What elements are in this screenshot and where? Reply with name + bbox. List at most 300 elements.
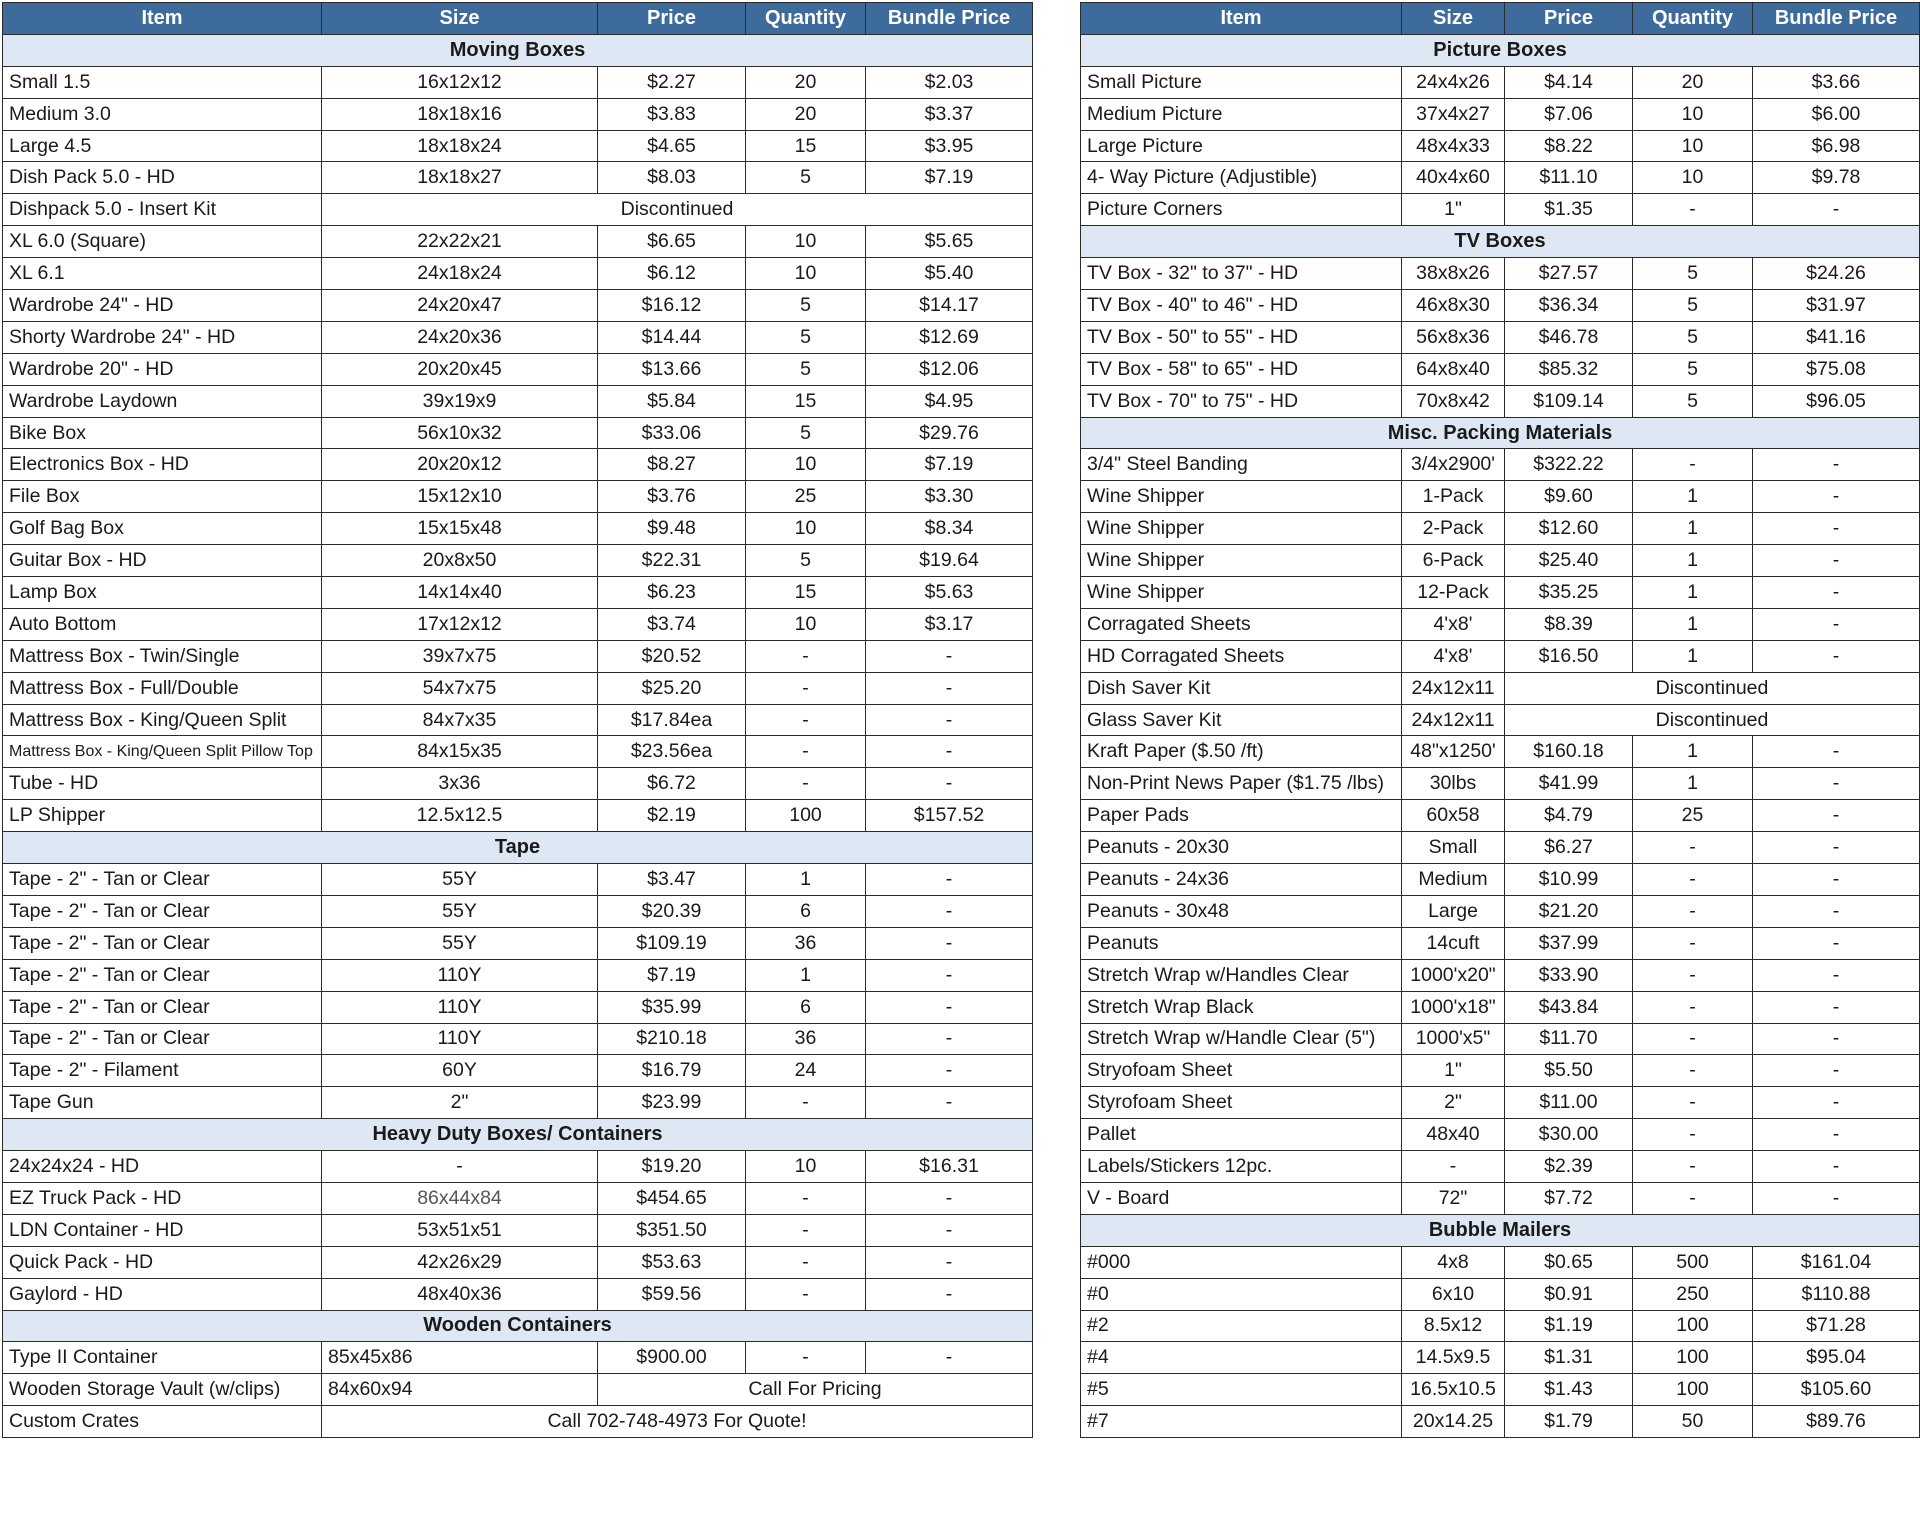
item-cell: Small Picture: [1081, 66, 1402, 98]
header-bundle-price: Bundle Price: [866, 3, 1033, 35]
quantity-cell: 250: [1633, 1278, 1753, 1310]
price-cell: $16.12: [598, 290, 746, 322]
size-cell: 12.5x12.5: [322, 800, 598, 832]
size-cell: 4x8: [1402, 1246, 1505, 1278]
price-cell: $9.48: [598, 513, 746, 545]
bundle-price-cell: -: [866, 1087, 1033, 1119]
table-row: [3, 991, 1033, 1023]
quantity-cell: -: [1633, 1119, 1753, 1151]
item-cell: #5: [1081, 1374, 1402, 1406]
table-row: [3, 864, 1033, 896]
bundle-price-cell: -: [866, 1342, 1033, 1374]
table-row: [3, 321, 1033, 353]
price-cell: $2.27: [598, 66, 746, 98]
size-cell: 24x18x24: [322, 258, 598, 290]
size-cell: 1": [1402, 1055, 1505, 1087]
size-cell: Medium: [1402, 864, 1505, 896]
table-body: [1081, 34, 1920, 1437]
bundle-price-cell: $3.30: [866, 481, 1033, 513]
item-cell: Medium 3.0: [3, 98, 322, 130]
table-row: [3, 736, 1033, 768]
item-cell: Wardrobe Laydown: [3, 385, 322, 417]
table-row: [3, 290, 1033, 322]
table-row: [3, 130, 1033, 162]
table-row: [1081, 66, 1920, 98]
quantity-cell: -: [1633, 927, 1753, 959]
table-row: [1081, 258, 1920, 290]
item-cell: Wardrobe 20" - HD: [3, 353, 322, 385]
quantity-cell: -: [1633, 1182, 1753, 1214]
merged-note-cell: Discontinued: [1505, 672, 1920, 704]
quantity-cell: 1: [1633, 608, 1753, 640]
bundle-price-cell: $7.19: [866, 162, 1033, 194]
size-cell: 2": [322, 1087, 598, 1119]
table-body: [3, 34, 1033, 1437]
price-cell: $22.31: [598, 545, 746, 577]
section-header-row: [1081, 226, 1920, 258]
item-cell: LDN Container - HD: [3, 1214, 322, 1246]
size-cell: 1000'x18": [1402, 991, 1505, 1023]
size-cell: 4'x8': [1402, 608, 1505, 640]
section-header-row: [3, 1310, 1033, 1342]
bundle-price-cell: -: [1753, 577, 1920, 609]
table-row: [1081, 1374, 1920, 1406]
table-row: [3, 545, 1033, 577]
size-cell: 16.5x10.5: [1402, 1374, 1505, 1406]
price-cell: $8.27: [598, 449, 746, 481]
bundle-price-cell: -: [1753, 481, 1920, 513]
bundle-price-cell: $8.34: [866, 513, 1033, 545]
table-row: [3, 449, 1033, 481]
price-cell: $160.18: [1505, 736, 1633, 768]
price-cell: $3.76: [598, 481, 746, 513]
quantity-cell: 15: [746, 385, 866, 417]
size-cell: 22x22x21: [322, 226, 598, 258]
table-row: [1081, 736, 1920, 768]
table-header-row: [1081, 3, 1920, 35]
table-row: [1081, 1278, 1920, 1310]
bundle-price-cell: $2.03: [866, 66, 1033, 98]
item-cell: TV Box - 40" to 46" - HD: [1081, 290, 1402, 322]
size-cell: 14cuft: [1402, 927, 1505, 959]
price-cell: $36.34: [1505, 290, 1633, 322]
item-cell: #0: [1081, 1278, 1402, 1310]
price-cell: $6.72: [598, 768, 746, 800]
quantity-cell: 10: [746, 608, 866, 640]
bundle-price-cell: $161.04: [1753, 1246, 1920, 1278]
price-cell: $900.00: [598, 1342, 746, 1374]
merged-note-cell: Discontinued: [322, 194, 1033, 226]
item-cell: Mattress Box - King/Queen Split Pillow Top: [3, 736, 322, 768]
quantity-cell: 1: [1633, 513, 1753, 545]
bundle-price-cell: -: [1753, 513, 1920, 545]
table-row: [1081, 1406, 1920, 1438]
section-title: TV Boxes: [1081, 226, 1920, 258]
bundle-price-cell: -: [1753, 640, 1920, 672]
size-cell: 39x19x9: [322, 385, 598, 417]
table-row: [3, 608, 1033, 640]
size-cell: 37x4x27: [1402, 98, 1505, 130]
item-cell: Peanuts: [1081, 927, 1402, 959]
item-cell: Wine Shipper: [1081, 577, 1402, 609]
bundle-price-cell: $16.31: [866, 1151, 1033, 1183]
quantity-cell: 15: [746, 130, 866, 162]
bundle-price-cell: -: [866, 704, 1033, 736]
size-cell: 55Y: [322, 927, 598, 959]
quantity-cell: 36: [746, 927, 866, 959]
size-cell: 39x7x75: [322, 640, 598, 672]
bundle-price-cell: $3.95: [866, 130, 1033, 162]
bundle-price-cell: -: [1753, 1182, 1920, 1214]
bundle-price-cell: $89.76: [1753, 1406, 1920, 1438]
bundle-price-cell: -: [1753, 927, 1920, 959]
price-cell: $4.14: [1505, 66, 1633, 98]
price-cell: $2.19: [598, 800, 746, 832]
item-cell: XL 6.0 (Square): [3, 226, 322, 258]
bundle-price-cell: -: [1753, 449, 1920, 481]
size-cell: 15x15x48: [322, 513, 598, 545]
table-row: [3, 959, 1033, 991]
quantity-cell: 1: [1633, 640, 1753, 672]
bundle-price-cell: -: [1753, 1119, 1920, 1151]
bundle-price-cell: $14.17: [866, 290, 1033, 322]
price-cell: $41.99: [1505, 768, 1633, 800]
price-cell: $85.32: [1505, 353, 1633, 385]
item-cell: Wine Shipper: [1081, 481, 1402, 513]
section-title: Heavy Duty Boxes/ Containers: [3, 1119, 1033, 1151]
bundle-price-cell: -: [866, 991, 1033, 1023]
price-cell: $454.65: [598, 1182, 746, 1214]
size-cell: 4'x8': [1402, 640, 1505, 672]
size-cell: Small: [1402, 832, 1505, 864]
item-cell: Pallet: [1081, 1119, 1402, 1151]
table-row: [1081, 290, 1920, 322]
bundle-price-cell: -: [1753, 194, 1920, 226]
table-row: [1081, 1055, 1920, 1087]
table-row: [1081, 1342, 1920, 1374]
bundle-price-cell: -: [866, 1214, 1033, 1246]
price-cell: $1.35: [1505, 194, 1633, 226]
quantity-cell: 100: [746, 800, 866, 832]
item-cell: Large 4.5: [3, 130, 322, 162]
item-cell: Tape - 2" - Tan or Clear: [3, 959, 322, 991]
price-cell: $6.23: [598, 577, 746, 609]
header-quantity: Quantity: [1633, 3, 1753, 35]
table-header-row: [3, 3, 1033, 35]
bundle-price-cell: -: [1753, 768, 1920, 800]
price-cell: $2.39: [1505, 1151, 1633, 1183]
size-cell: 1": [1402, 194, 1505, 226]
size-cell: 48x40x36: [322, 1278, 598, 1310]
item-cell: Mattress Box - Full/Double: [3, 672, 322, 704]
price-cell: $20.52: [598, 640, 746, 672]
item-cell: Peanuts - 30x48: [1081, 895, 1402, 927]
bundle-price-cell: $71.28: [1753, 1310, 1920, 1342]
item-cell: 24x24x24 - HD: [3, 1151, 322, 1183]
item-cell: #4: [1081, 1342, 1402, 1374]
size-cell: -: [1402, 1151, 1505, 1183]
price-cell: $7.06: [1505, 98, 1633, 130]
bundle-price-cell: $5.65: [866, 226, 1033, 258]
price-cell: $3.83: [598, 98, 746, 130]
size-cell: 18x18x16: [322, 98, 598, 130]
size-cell: 55Y: [322, 864, 598, 896]
quantity-cell: -: [1633, 1055, 1753, 1087]
bundle-price-cell: $12.69: [866, 321, 1033, 353]
table-row: [1081, 1151, 1920, 1183]
bundle-price-cell: -: [866, 1055, 1033, 1087]
size-cell: 85x45x86: [322, 1342, 598, 1374]
item-cell: EZ Truck Pack - HD: [3, 1182, 322, 1214]
size-cell: 48"x1250': [1402, 736, 1505, 768]
size-cell: 8.5x12: [1402, 1310, 1505, 1342]
table-row: [3, 226, 1033, 258]
bundle-price-cell: -: [866, 640, 1033, 672]
item-cell: Peanuts - 24x36: [1081, 864, 1402, 896]
bundle-price-cell: $157.52: [866, 800, 1033, 832]
size-cell: 1000'x20": [1402, 959, 1505, 991]
quantity-cell: 1: [1633, 545, 1753, 577]
quantity-cell: 100: [1633, 1310, 1753, 1342]
item-cell: Wooden Storage Vault (w/clips): [3, 1374, 322, 1406]
item-cell: #7: [1081, 1406, 1402, 1438]
price-cell: $5.84: [598, 385, 746, 417]
size-cell: 17x12x12: [322, 608, 598, 640]
quantity-cell: -: [1633, 1087, 1753, 1119]
size-cell: 24x12x11: [1402, 704, 1505, 736]
packing-supplies-price-table: [1080, 2, 1920, 1438]
price-cell: $7.72: [1505, 1182, 1633, 1214]
bundle-price-cell: $5.40: [866, 258, 1033, 290]
price-cell: $6.27: [1505, 832, 1633, 864]
header-quantity: Quantity: [746, 3, 866, 35]
size-cell: 1-Pack: [1402, 481, 1505, 513]
quantity-cell: 5: [746, 290, 866, 322]
quantity-cell: 1: [1633, 481, 1753, 513]
table-row: [1081, 864, 1920, 896]
size-cell: 53x51x51: [322, 1214, 598, 1246]
price-cell: $11.10: [1505, 162, 1633, 194]
item-cell: Custom Crates: [3, 1406, 322, 1438]
table-row: [1081, 545, 1920, 577]
price-cell: $20.39: [598, 895, 746, 927]
table-row: [1081, 800, 1920, 832]
table-row: [1081, 927, 1920, 959]
item-cell: TV Box - 58" to 65" - HD: [1081, 353, 1402, 385]
bundle-price-cell: $95.04: [1753, 1342, 1920, 1374]
bundle-price-cell: $6.98: [1753, 130, 1920, 162]
bundle-price-cell: -: [866, 1246, 1033, 1278]
quantity-cell: 10: [1633, 130, 1753, 162]
quantity-cell: -: [1633, 959, 1753, 991]
size-cell: 20x8x50: [322, 545, 598, 577]
bundle-price-cell: -: [1753, 736, 1920, 768]
table-row: [1081, 895, 1920, 927]
price-cell: $33.06: [598, 417, 746, 449]
size-cell: 84x60x94: [322, 1374, 598, 1406]
table-row: [1081, 481, 1920, 513]
section-header-row: [3, 1119, 1033, 1151]
size-cell: 18x18x24: [322, 130, 598, 162]
quantity-cell: -: [746, 1246, 866, 1278]
price-cell: $3.74: [598, 608, 746, 640]
table-row: [1081, 98, 1920, 130]
item-cell: Tape - 2" - Tan or Clear: [3, 895, 322, 927]
table-row: [3, 1055, 1033, 1087]
header-item: Item: [1081, 3, 1402, 35]
size-cell: 24x20x47: [322, 290, 598, 322]
bundle-price-cell: $110.88: [1753, 1278, 1920, 1310]
size-cell: 56x8x36: [1402, 321, 1505, 353]
price-cell: $14.44: [598, 321, 746, 353]
item-cell: Glass Saver Kit: [1081, 704, 1402, 736]
table-row: [3, 194, 1033, 226]
quantity-cell: 500: [1633, 1246, 1753, 1278]
bundle-price-cell: $5.63: [866, 577, 1033, 609]
price-cell: $37.99: [1505, 927, 1633, 959]
item-cell: Tape Gun: [3, 1087, 322, 1119]
bundle-price-cell: -: [866, 768, 1033, 800]
bundle-price-cell: -: [866, 736, 1033, 768]
header-item: Item: [3, 3, 322, 35]
quantity-cell: 10: [746, 449, 866, 481]
size-cell: 3x36: [322, 768, 598, 800]
bundle-price-cell: -: [1753, 991, 1920, 1023]
price-cell: $3.47: [598, 864, 746, 896]
size-cell: 30lbs: [1402, 768, 1505, 800]
price-cell: $8.03: [598, 162, 746, 194]
section-title: Tape: [3, 832, 1033, 864]
price-cell: $1.43: [1505, 1374, 1633, 1406]
item-cell: XL 6.1: [3, 258, 322, 290]
quantity-cell: 20: [1633, 66, 1753, 98]
table-row: [1081, 449, 1920, 481]
item-cell: #2: [1081, 1310, 1402, 1342]
table-row: [3, 768, 1033, 800]
item-cell: File Box: [3, 481, 322, 513]
quantity-cell: -: [746, 640, 866, 672]
item-cell: Styrofoam Sheet: [1081, 1087, 1402, 1119]
price-cell: $5.50: [1505, 1055, 1633, 1087]
price-cell: $23.56ea: [598, 736, 746, 768]
quantity-cell: -: [746, 1087, 866, 1119]
table-row: [1081, 385, 1920, 417]
price-cell: $16.79: [598, 1055, 746, 1087]
price-cell: $10.99: [1505, 864, 1633, 896]
price-cell: $322.22: [1505, 449, 1633, 481]
item-cell: Peanuts - 20x30: [1081, 832, 1402, 864]
bundle-price-cell: $3.66: [1753, 66, 1920, 98]
header-bundle-price: Bundle Price: [1753, 3, 1920, 35]
quantity-cell: -: [1633, 1151, 1753, 1183]
size-cell: 54x7x75: [322, 672, 598, 704]
header-price: Price: [598, 3, 746, 35]
quantity-cell: -: [746, 672, 866, 704]
table-row: [3, 1342, 1033, 1374]
table-row: [3, 385, 1033, 417]
price-cell: $33.90: [1505, 959, 1633, 991]
item-cell: Stretch Wrap Black: [1081, 991, 1402, 1023]
bundle-price-cell: -: [866, 1182, 1033, 1214]
table-row: [3, 1023, 1033, 1055]
item-cell: Mattress Box - Twin/Single: [3, 640, 322, 672]
table-row: [3, 98, 1033, 130]
size-cell: 110Y: [322, 959, 598, 991]
price-cell: $11.00: [1505, 1087, 1633, 1119]
table-row: [1081, 577, 1920, 609]
item-cell: 4- Way Picture (Adjustible): [1081, 162, 1402, 194]
table-row: [3, 66, 1033, 98]
quantity-cell: 100: [1633, 1342, 1753, 1374]
quantity-cell: 100: [1633, 1374, 1753, 1406]
item-cell: HD Corragated Sheets: [1081, 640, 1402, 672]
size-cell: 64x8x40: [1402, 353, 1505, 385]
table-row: [1081, 1023, 1920, 1055]
quantity-cell: -: [746, 1182, 866, 1214]
quantity-cell: 50: [1633, 1406, 1753, 1438]
quantity-cell: 5: [1633, 353, 1753, 385]
price-cell: $6.12: [598, 258, 746, 290]
item-cell: Dish Pack 5.0 - HD: [3, 162, 322, 194]
size-cell: 72": [1402, 1182, 1505, 1214]
size-cell: 18x18x27: [322, 162, 598, 194]
table-row: [3, 162, 1033, 194]
price-cell: $17.84ea: [598, 704, 746, 736]
section-title: Bubble Mailers: [1081, 1214, 1920, 1246]
header-size: Size: [1402, 3, 1505, 35]
table-row: [1081, 194, 1920, 226]
quantity-cell: 6: [746, 895, 866, 927]
bundle-price-cell: -: [866, 864, 1033, 896]
price-cell: $4.65: [598, 130, 746, 162]
bundle-price-cell: $7.19: [866, 449, 1033, 481]
merged-note-cell: Discontinued: [1505, 704, 1920, 736]
table-row: [3, 640, 1033, 672]
price-cell: $59.56: [598, 1278, 746, 1310]
bundle-price-cell: -: [1753, 1023, 1920, 1055]
item-cell: Bike Box: [3, 417, 322, 449]
size-cell: 20x14.25: [1402, 1406, 1505, 1438]
quantity-cell: 10: [746, 513, 866, 545]
moving-supplies-price-table: [2, 2, 1033, 1438]
price-cell: $11.70: [1505, 1023, 1633, 1055]
quantity-cell: -: [1633, 832, 1753, 864]
bundle-price-cell: -: [1753, 1087, 1920, 1119]
bundle-price-cell: $41.16: [1753, 321, 1920, 353]
size-cell: 12-Pack: [1402, 577, 1505, 609]
item-cell: Wine Shipper: [1081, 513, 1402, 545]
price-cell: $8.22: [1505, 130, 1633, 162]
table-row: [3, 704, 1033, 736]
bundle-price-cell: $12.06: [866, 353, 1033, 385]
item-cell: Wardrobe 24" - HD: [3, 290, 322, 322]
table-row: [3, 1214, 1033, 1246]
bundle-price-cell: -: [1753, 1151, 1920, 1183]
size-cell: 84x15x35: [322, 736, 598, 768]
quantity-cell: -: [746, 704, 866, 736]
table-row: [3, 1182, 1033, 1214]
size-cell: 38x8x26: [1402, 258, 1505, 290]
item-cell: Tape - 2" - Tan or Clear: [3, 1023, 322, 1055]
bundle-price-cell: -: [1753, 864, 1920, 896]
price-cell: $12.60: [1505, 513, 1633, 545]
quantity-cell: 5: [1633, 258, 1753, 290]
table-row: [1081, 513, 1920, 545]
item-cell: #000: [1081, 1246, 1402, 1278]
table-row: [1081, 640, 1920, 672]
quantity-cell: 10: [746, 226, 866, 258]
size-cell: 20x20x12: [322, 449, 598, 481]
